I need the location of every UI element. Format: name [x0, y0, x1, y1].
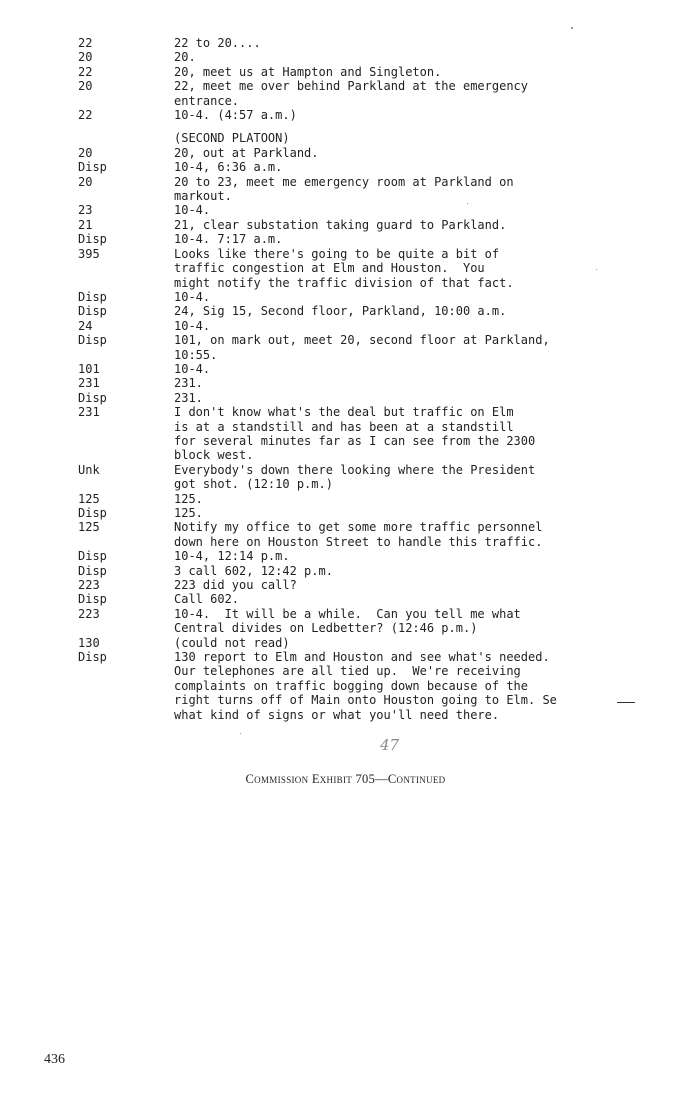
log-entry-unit: 22	[78, 64, 93, 79]
log-entry	[78, 391, 638, 405]
log-entry-line: 3 call 602, 12:42 p.m.	[174, 563, 333, 578]
log-entry	[78, 203, 638, 217]
log-entry-unit: 20	[78, 79, 93, 94]
log-entry-message	[174, 232, 638, 246]
log-entry-unit: 395	[78, 246, 100, 261]
log-entry-line: Looks like there's going to be quite a bit of	[174, 246, 500, 261]
log-entry-line: 10-4. It will be a while. Can you tell me what	[174, 606, 521, 621]
scan-speck	[467, 203, 468, 204]
scan-speck	[571, 27, 573, 29]
log-entry	[78, 492, 638, 506]
log-entry	[78, 564, 638, 578]
log-entry-unit: 22	[78, 108, 93, 123]
scan-speck	[596, 269, 597, 270]
log-entry-unit: 223	[78, 578, 100, 593]
log-entry	[78, 218, 638, 232]
log-entry-message	[174, 650, 638, 722]
log-entry	[78, 232, 638, 246]
log-entry-message	[174, 50, 638, 64]
log-entry-message	[174, 592, 638, 606]
log-entry-line: 10:55.	[174, 347, 218, 362]
log-entry-unit: Disp	[78, 160, 107, 175]
log-entry-message	[174, 290, 638, 304]
log-entry-line: traffic congestion at Elm and Houston. You	[174, 261, 485, 276]
log-entry-message	[174, 607, 638, 636]
log-entry	[78, 463, 638, 492]
log-entry-line: 24, Sig 15, Second floor, Parkland, 10:00 a.m.	[174, 304, 507, 319]
log-entry-line: 101, on mark out, meet 20, second floor at Parkland,	[174, 333, 550, 348]
log-entry-message	[174, 376, 638, 390]
log-entry-line: is at a standstill and has been at a standstill	[174, 419, 514, 434]
log-entry	[78, 650, 638, 722]
log-entry-message	[174, 146, 638, 160]
log-entry-line: Call 602.	[174, 592, 240, 607]
log-entry-line: 22 to 20....	[174, 36, 261, 50]
log-entry-unit	[78, 131, 174, 145]
log-entry-message	[174, 463, 638, 492]
log-entry-unit: Disp	[78, 304, 107, 319]
log-entry-line: 10-4.	[174, 289, 211, 304]
log-entry-message	[174, 131, 638, 145]
log-entry-message	[174, 405, 638, 463]
log-entry-line: block west.	[174, 448, 254, 463]
log-entry-line: what kind of signs or what you'll need there.	[174, 707, 500, 722]
log-entry	[78, 506, 638, 520]
log-entry	[78, 247, 638, 290]
log-entry-line: 20 to 23, meet me emergency room at Parkland on	[174, 174, 514, 189]
log-entry-line: 20, out at Parkland.	[174, 145, 319, 160]
log-entry-unit: 223	[78, 606, 100, 621]
log-entry-message	[174, 564, 638, 578]
log-entry-message	[174, 175, 638, 204]
log-entry-line: 10-4.	[174, 318, 211, 333]
log-entry-line: (SECOND PLATOON)	[174, 131, 290, 146]
log-entry-message	[174, 218, 638, 232]
log-entry-line: (could not read)	[174, 635, 290, 650]
log-entry-line: 10-4. (4:57 a.m.)	[174, 108, 297, 123]
log-entry-line: 21, clear substation taking guard to Parkland.	[174, 217, 507, 232]
log-entry-message	[174, 362, 638, 376]
log-entry	[78, 636, 638, 650]
log-entry	[78, 36, 638, 50]
log-entry-unit: 130	[78, 635, 100, 650]
log-entry-line: Everybody's down there looking where the President	[174, 462, 536, 477]
log-entry-message	[174, 506, 638, 520]
log-entry	[78, 146, 638, 160]
log-entry-line: 231.	[174, 376, 203, 391]
log-entry-message	[174, 36, 638, 50]
log-entry-message	[174, 160, 638, 174]
log-entry-line: Central divides on Ledbetter? (12:46 p.m.)	[174, 621, 478, 636]
log-entry-unit: 23	[78, 203, 93, 218]
log-entry-unit: 231	[78, 376, 100, 391]
log-entry-line: I don't know what's the deal but traffic on Elm	[174, 405, 514, 420]
log-entry-line: might notify the traffic division of that fact.	[174, 275, 514, 290]
log-entry-line: 125.	[174, 491, 203, 506]
log-entry-line: entrance.	[174, 93, 240, 108]
log-entry	[78, 333, 638, 362]
log-entry-message	[174, 391, 638, 405]
log-entry-message	[174, 492, 638, 506]
log-entry	[78, 520, 638, 549]
log-entry-line: 130 report to Elm and Houston and see what's needed.	[174, 650, 550, 665]
log-entry-line: 10-4.	[174, 361, 211, 376]
log-entry	[78, 79, 638, 108]
log-entry-unit: Disp	[78, 333, 107, 348]
log-entry-message	[174, 319, 638, 333]
log-entry-line: 20, meet us at Hampton and Singleton.	[174, 64, 442, 79]
log-entry	[78, 131, 638, 145]
handwritten-page-mark: 47	[380, 736, 400, 754]
log-entry-unit: 20	[78, 145, 93, 160]
log-entry-message	[174, 333, 638, 362]
log-entry	[78, 160, 638, 174]
log-entry-unit: Disp	[78, 506, 107, 520]
log-entry-unit: Disp	[78, 390, 107, 405]
log-entry-line: 20.	[174, 50, 196, 65]
log-entry	[78, 304, 638, 318]
log-entry	[78, 578, 638, 592]
log-entry	[78, 175, 638, 204]
log-entry-message	[174, 79, 638, 108]
exhibit-caption: Commission Exhibit 705—Continued	[245, 772, 446, 786]
page-number: 436	[44, 1052, 65, 1067]
log-entry-unit: Disp	[78, 549, 107, 564]
log-entry-unit: 101	[78, 361, 100, 376]
log-entry-line: got shot. (12:10 p.m.)	[174, 477, 333, 492]
log-entry-line: right turns off of Main onto Houston going to Elm. Se	[174, 693, 557, 708]
log-entry-line: Our telephones are all tied up. We're receiving	[174, 664, 521, 679]
log-entry	[78, 362, 638, 376]
scan-speck	[240, 733, 241, 734]
log-entry	[78, 65, 638, 79]
log-entry-line: complaints on traffic bogging down because of the	[174, 678, 529, 693]
log-entry-line: down here on Houston Street to handle this traffic.	[174, 534, 543, 549]
log-entry	[78, 592, 638, 606]
log-entry-line: 22, meet me over behind Parkland at the emergency	[174, 79, 529, 94]
log-entry-line: 10-4, 6:36 a.m.	[174, 160, 283, 175]
log-entry-line: 223 did you call?	[174, 578, 297, 593]
log-entry	[78, 290, 638, 304]
log-entry-line: 10-4. 7:17 a.m.	[174, 232, 283, 247]
log-entry-unit: Disp	[78, 289, 107, 304]
log-entry-unit: 24	[78, 318, 93, 333]
log-entry-unit: 125	[78, 520, 100, 535]
log-entry	[78, 549, 638, 563]
log-entry-unit: 20	[78, 50, 93, 65]
log-entry-message	[174, 578, 638, 592]
margin-underline	[617, 702, 635, 703]
log-entry-line: for several minutes far as I can see from the 2300	[174, 433, 536, 448]
log-entry-unit: Unk	[78, 462, 100, 477]
log-entry-message	[174, 65, 638, 79]
log-entry-line: markout.	[174, 189, 232, 204]
log-entry-message	[174, 304, 638, 318]
log-entry-unit: 125	[78, 491, 100, 506]
log-entry-line: 231.	[174, 390, 203, 405]
log-entry-unit: Disp	[78, 232, 107, 247]
log-entry-unit: 22	[78, 36, 93, 50]
log-entry	[78, 108, 638, 122]
log-entry-unit: 21	[78, 217, 93, 232]
log-entry	[78, 376, 638, 390]
log-entry-line: 10-4.	[174, 203, 211, 218]
log-entry-message	[174, 247, 638, 290]
log-entry-unit: Disp	[78, 563, 107, 578]
log-entry	[78, 607, 638, 636]
log-entry	[78, 50, 638, 64]
radio-log-transcript	[78, 36, 638, 722]
log-entry-message	[174, 203, 638, 217]
log-entry-unit: 20	[78, 174, 93, 189]
log-entry-message	[174, 636, 638, 650]
log-entry-message	[174, 108, 638, 122]
log-entry-message	[174, 549, 638, 563]
log-entry-line: 10-4, 12:14 p.m.	[174, 549, 290, 564]
log-entry-unit: Disp	[78, 650, 107, 665]
log-entry-message	[174, 520, 638, 549]
log-entry-line: 125.	[174, 506, 203, 520]
log-entry	[78, 319, 638, 333]
log-entry-unit: Disp	[78, 592, 107, 607]
log-entry	[78, 405, 638, 463]
log-entry-line: Notify my office to get some more traffic personnel	[174, 520, 543, 535]
log-entry-unit: 231	[78, 405, 100, 420]
